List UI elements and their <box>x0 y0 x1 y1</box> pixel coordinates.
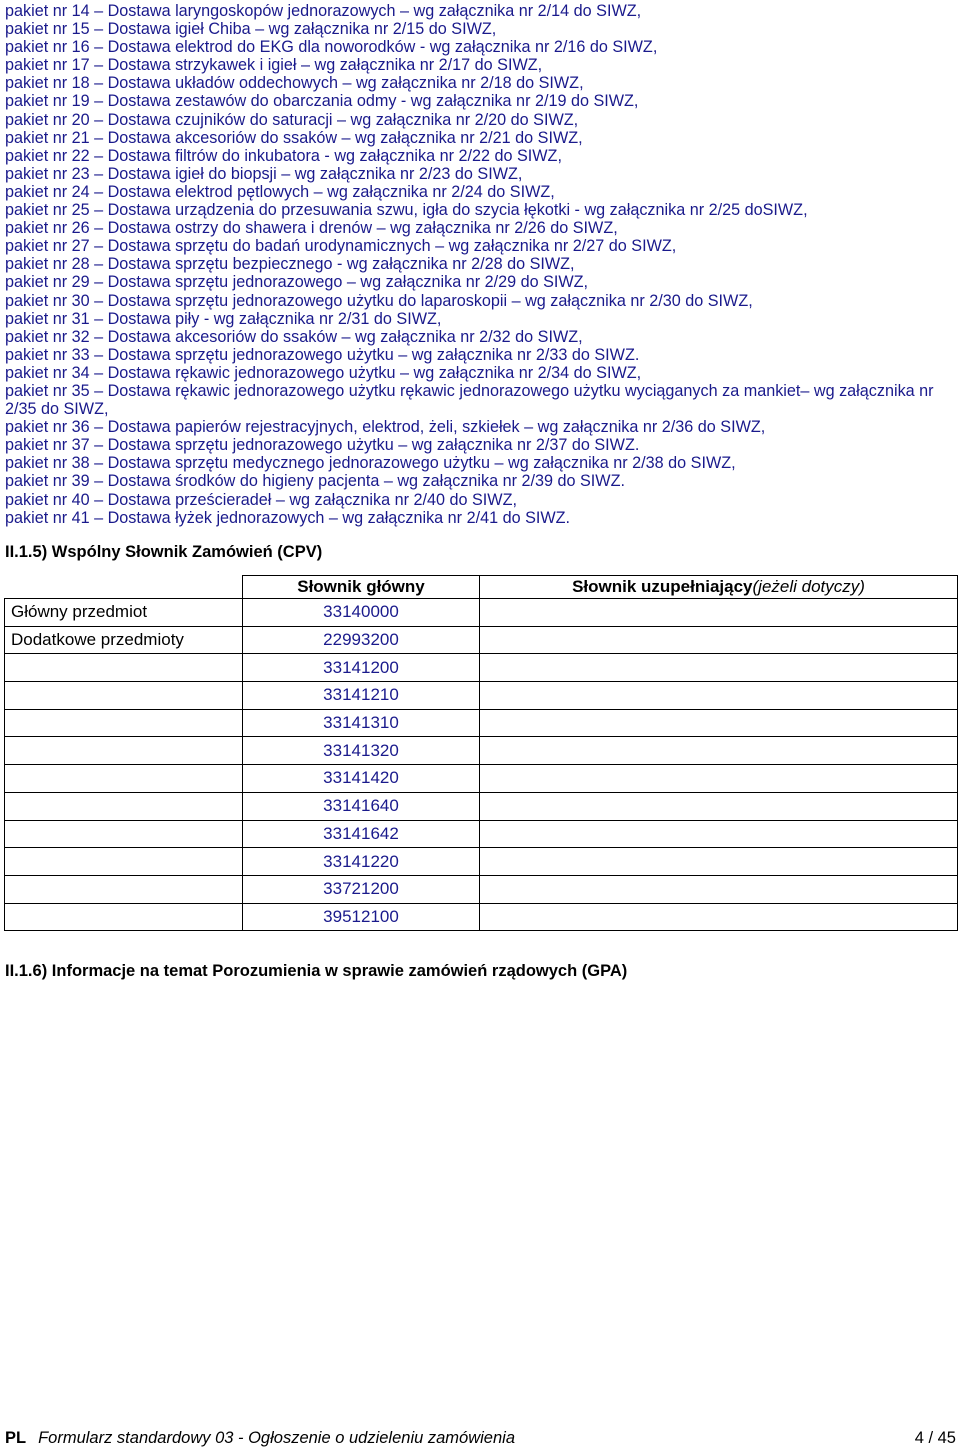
gpa-section-number: II.1.6) <box>5 962 48 980</box>
cpv-code: 33141642 <box>243 820 480 848</box>
packet-item: pakiet nr 35 – Dostawa rękawic jednorazowego użytku rękawic jednorazowego użytku wyciąganych za mankiet– wg załącznika nr 2/35 do SIWZ, <box>5 381 934 419</box>
cpv-code: 33141200 <box>243 654 480 682</box>
cpv-code: 22993200 <box>243 626 480 654</box>
cpv-header-blank <box>5 576 243 599</box>
cpv-table <box>4 575 958 931</box>
footer-form-title: Formularz standardowy 03 - Ogłoszenie o udzieleniu zamówienia <box>38 1429 515 1447</box>
cpv-supp-code <box>480 903 958 931</box>
packet-item: pakiet nr 28 – Dostawa sprzętu bezpiecznego - wg załącznika nr 2/28 do SIWZ, <box>5 255 575 274</box>
cpv-supp-code <box>480 626 958 654</box>
cpv-code: 33141210 <box>243 682 480 710</box>
cpv-row-label <box>5 682 243 710</box>
cpv-header-supp-note: (jeżeli dotyczy) <box>752 577 865 596</box>
cpv-supp-code <box>480 765 958 793</box>
cpv-row-label <box>5 848 243 876</box>
cpv-code: 33141220 <box>243 848 480 876</box>
cpv-supp-code <box>480 709 958 737</box>
cpv-row-label: Dodatkowe przedmioty <box>5 626 243 654</box>
packet-item: pakiet nr 22 – Dostawa filtrów do inkubatora - wg załącznika nr 2/22 do SIWZ, <box>5 146 562 165</box>
packet-item: pakiet nr 18 – Dostawa układów oddechowych – wg załącznika nr 2/18 do SIWZ, <box>5 74 584 93</box>
packet-item: pakiet nr 17 – Dostawa strzykawek i igieł – wg załącznika nr 2/17 do SIWZ, <box>5 56 543 75</box>
cpv-section-heading <box>5 543 322 562</box>
cpv-section-number: II.1.5) <box>5 543 48 561</box>
cpv-additional-row <box>5 875 958 903</box>
cpv-additional-row <box>5 820 958 848</box>
cpv-row-label <box>5 903 243 931</box>
cpv-supp-code <box>480 875 958 903</box>
cpv-code: 33141310 <box>243 709 480 737</box>
cpv-additional-row <box>5 709 958 737</box>
cpv-supp-code <box>480 848 958 876</box>
cpv-row-label <box>5 792 243 820</box>
packet-item: pakiet nr 40 – Dostawa prześcieradeł – wg załącznika nr 2/40 do SIWZ, <box>5 490 517 509</box>
cpv-header-supp <box>480 576 958 599</box>
cpv-code: 33721200 <box>243 875 480 903</box>
cpv-additional-row <box>5 765 958 793</box>
packet-item: pakiet nr 39 – Dostawa środków do higieny pacjenta – wg załącznika nr 2/39 do SIWZ. <box>5 472 625 491</box>
packet-item: pakiet nr 24 – Dostawa elektrod pętlowych – wg załącznika nr 2/24 do SIWZ, <box>5 182 555 201</box>
packet-item: pakiet nr 20 – Dostawa czujników do saturacji – wg załącznika nr 2/20 do SIWZ, <box>5 110 579 129</box>
cpv-row-label <box>5 820 243 848</box>
cpv-header-row <box>5 576 958 599</box>
packet-item: pakiet nr 31 – Dostawa piły - wg załącznika nr 2/31 do SIWZ, <box>5 309 442 328</box>
page-footer <box>5 1428 956 1448</box>
cpv-row-label <box>5 875 243 903</box>
packet-item: pakiet nr 34 – Dostawa rękawic jednorazowego użytku – wg załącznika nr 2/34 do SIWZ, <box>5 363 642 382</box>
packet-list <box>5 2 957 527</box>
cpv-row-label <box>5 765 243 793</box>
packet-item: pakiet nr 23 – Dostawa igieł do biopsji – wg załącznika nr 2/23 do SIWZ, <box>5 164 523 183</box>
cpv-table-body <box>5 599 958 931</box>
packet-item: pakiet nr 15 – Dostawa igieł Chiba – wg załącznika nr 2/15 do SIWZ, <box>5 20 497 39</box>
packet-item: pakiet nr 25 – Dostawa urządzenia do przesuwania szwu, igła do szycia łękotki - wg załącznika nr 2/25 doSIWZ, <box>5 201 808 220</box>
cpv-supp-code <box>480 737 958 765</box>
packet-item: pakiet nr 30 – Dostawa sprzętu jednorazowego użytku do laparoskopii – wg załącznika nr 2/30 do SIWZ, <box>5 291 753 310</box>
footer-left <box>5 1428 515 1448</box>
packet-item: pakiet nr 32 – Dostawa akcesoriów do ssaków – wg załącznika nr 2/32 do SIWZ, <box>5 327 583 346</box>
footer-language: PL <box>5 1429 27 1447</box>
cpv-section-title: Wspólny Słownik Zamówień (CPV) <box>51 543 323 561</box>
cpv-supp-code <box>480 792 958 820</box>
cpv-supp-code <box>480 682 958 710</box>
cpv-additional-row <box>5 848 958 876</box>
cpv-additional-row <box>5 626 958 654</box>
cpv-additional-row <box>5 792 958 820</box>
cpv-supp-code <box>480 599 958 627</box>
cpv-row-label: Główny przedmiot <box>5 599 243 627</box>
packet-item: pakiet nr 41 – Dostawa łyżek jednorazowych – wg załącznika nr 2/41 do SIWZ. <box>5 508 571 527</box>
packet-item: pakiet nr 14 – Dostawa laryngoskopów jednorazowych – wg załącznika nr 2/14 do SIWZ, <box>5 2 642 20</box>
cpv-additional-row <box>5 654 958 682</box>
packet-item: pakiet nr 21 – Dostawa akcesoriów do ssaków – wg załącznika nr 2/21 do SIWZ, <box>5 128 583 147</box>
packet-item: pakiet nr 19 – Dostawa zestawów do obarczania odmy - wg załącznika nr 2/19 do SIWZ, <box>5 92 639 111</box>
cpv-row-label <box>5 737 243 765</box>
cpv-code: 39512100 <box>243 903 480 931</box>
cpv-code: 33141420 <box>243 765 480 793</box>
packet-item: pakiet nr 33 – Dostawa sprzętu jednorazowego użytku – wg załącznika nr 2/33 do SIWZ. <box>5 345 640 364</box>
gpa-section-heading <box>5 962 627 981</box>
packet-item: pakiet nr 26 – Dostawa ostrzy do shawera i drenów – wg załącznika nr 2/26 do SIWZ, <box>5 219 618 238</box>
cpv-additional-row <box>5 737 958 765</box>
cpv-header-main-label: Słownik główny <box>297 577 425 596</box>
cpv-header-main <box>243 576 480 599</box>
packet-item: pakiet nr 37 – Dostawa sprzętu jednorazowego użytku – wg załącznika nr 2/37 do SIWZ. <box>5 436 640 455</box>
gpa-section-title: Informacje na temat Porozumienia w sprawie zamówień rządowych (GPA) <box>51 962 628 980</box>
cpv-additional-row <box>5 903 958 931</box>
packet-item: pakiet nr 29 – Dostawa sprzętu jednorazowego – wg załącznika nr 2/29 do SIWZ, <box>5 273 589 292</box>
cpv-additional-row <box>5 682 958 710</box>
packet-item: pakiet nr 36 – Dostawa papierów rejestracyjnych, elektrod, żeli, szkiełek – wg załącznika nr 2/36 do SIWZ, <box>5 418 766 437</box>
cpv-main-row <box>5 599 958 627</box>
cpv-supp-code <box>480 654 958 682</box>
cpv-code: 33140000 <box>243 599 480 627</box>
cpv-header-supp-label: Słownik uzupełniający <box>572 577 753 596</box>
packet-item: pakiet nr 16 – Dostawa elektrod do EKG dla noworodków - wg załącznika nr 2/16 do SIWZ, <box>5 38 658 57</box>
packet-item: pakiet nr 38 – Dostawa sprzętu medycznego jednorazowego użytku – wg załącznika nr 2/38 do SIWZ, <box>5 454 736 473</box>
cpv-row-label <box>5 709 243 737</box>
cpv-supp-code <box>480 820 958 848</box>
cpv-code: 33141320 <box>243 737 480 765</box>
cpv-code: 33141640 <box>243 792 480 820</box>
cpv-row-label <box>5 654 243 682</box>
footer-page-number: 4 / 45 <box>914 1429 956 1447</box>
packet-item: pakiet nr 27 – Dostawa sprzętu do badań urodynamicznych – wg załącznika nr 2/27 do SIWZ, <box>5 237 677 256</box>
